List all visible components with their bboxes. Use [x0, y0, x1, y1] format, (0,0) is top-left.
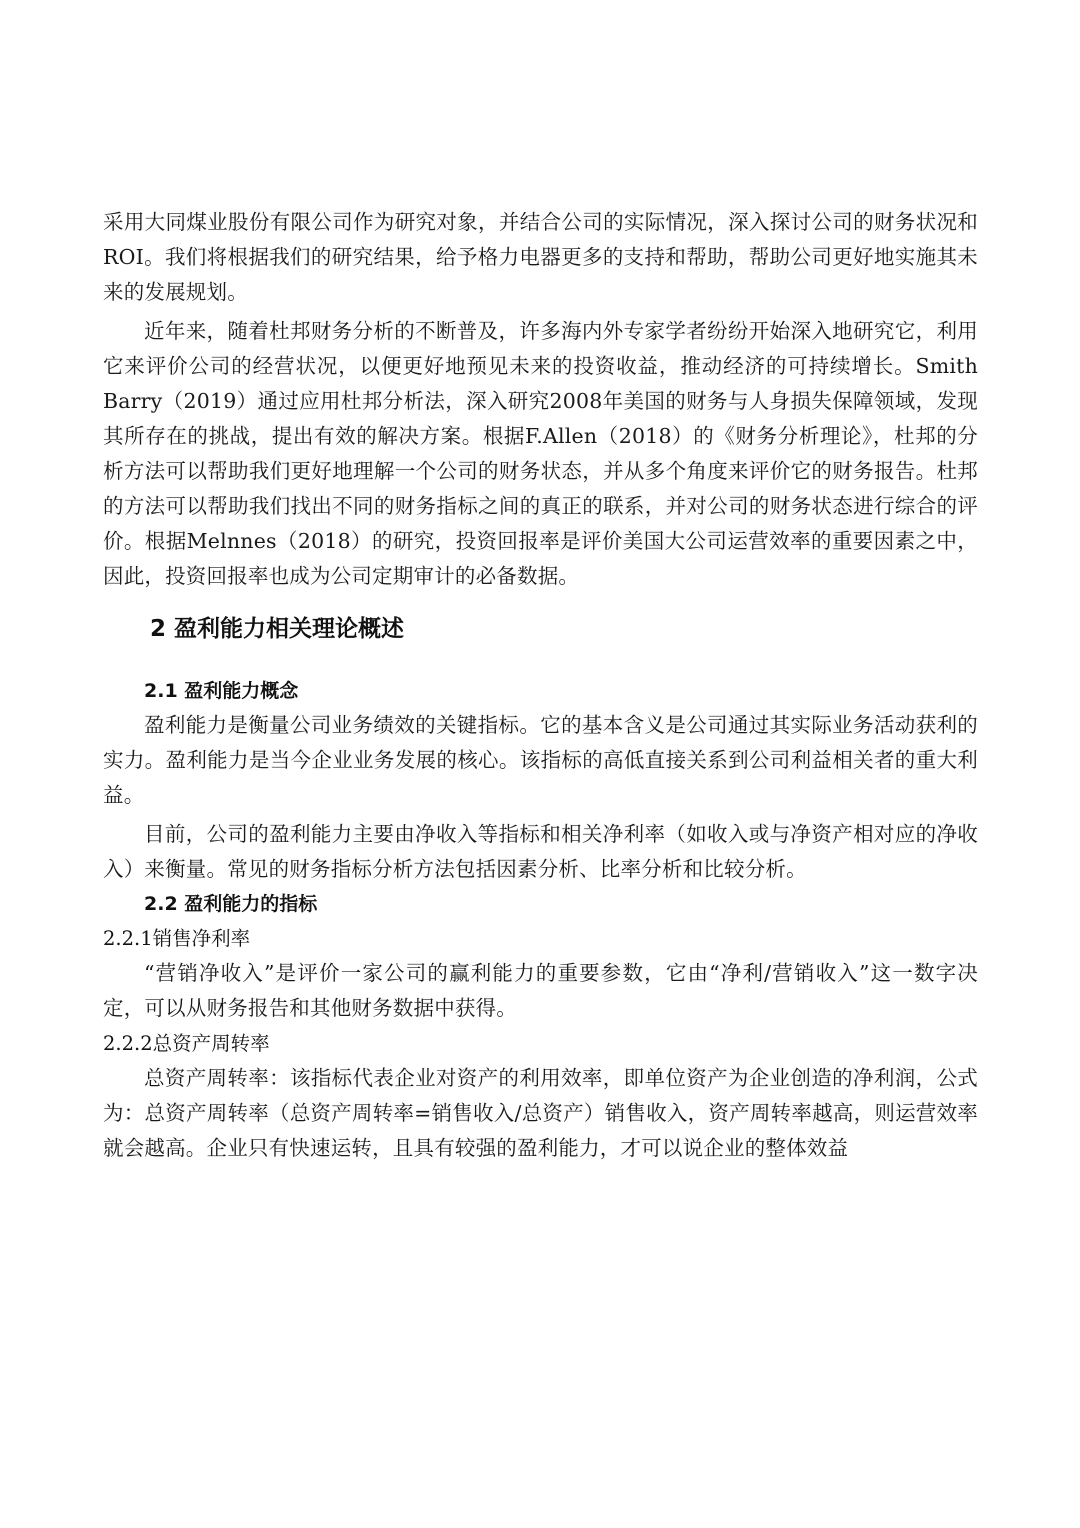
paragraph-profitability-concept: 盈利能力是衡量公司业务绩效的关键指标。它的基本含义是公司通过其实际业务活动获利的实力。盈利能力是当今企业业务发展的核心。该指标的高低直接关系到公司利益相关者的重大利益。	[103, 713, 978, 807]
subsection-heading-2-2: 2.2 盈利能力的指标	[144, 893, 318, 915]
paragraph-asset-turnover: 总资产周转率：该指标代表企业对资产的利用效率，即单位资产为企业创造的净利润，公式为：总资产周转率（总资产周转率=销售收入/总资产）销售收入，资产周转率越高，则运营效率就会越高。企业只有快速运转，且具有较强的盈利能力，才可以说企业的整体效益	[103, 1066, 978, 1160]
subsection-heading-2-2-2: 2.2.2总资产周转率	[103, 1032, 270, 1055]
section-heading-2: 2 盈利能力相关理论概述	[150, 616, 405, 642]
paragraph-net-profit-margin: “营销净收入”是评价一家公司的赢利能力的重要参数，它由“净利/营销收入”这一数字决定，可以从财务报告和其他财务数据中获得。	[103, 961, 978, 1020]
paragraph-intro-continuation: 采用大同煤业股份有限公司作为研究对象，并结合公司的实际情况，深入探讨公司的财务状况和ROI。我们将根据我们的研究结果，给予格力电器更多的支持和帮助，帮助公司更好地实施其未来的发展规划。	[103, 210, 978, 304]
paragraph-literature-review: 近年来，随着杜邦财务分析的不断普及，许多海内外专家学者纷纷开始深入地研究它，利用它来评价公司的经营状况，以便更好地预见未来的投资收益，推动经济的可持续增长。Smith Barry（2019）通过应用杜邦分析法，深入研究2008年美国的财务与人身损失保障领域，发现其所存在的挑战，提出有效的解决方案。根据F.Allen（2018）的《财务分析理论》，杜邦的分析方法可以帮助我们更好地理解一个公司的财务状态，并从多个角度来评价它的财务报告。杜邦的方法可以帮助我们找出不同的财务指标之间的真正的联系，并对公司的财务状态进行综合的评价。根据Melnnes（2018）的研究，投资回报率是评价美国大公司运营效率的重要因素之中，因此，投资回报率也成为公司定期审计的必备数据。	[103, 319, 978, 588]
paragraph-profitability-measures: 目前，公司的盈利能力主要由净收入等指标和相关净利率（如收入或与净资产相对应的净收入）来衡量。常见的财务指标分析方法包括因素分析、比率分析和比较分析。	[103, 822, 978, 881]
subsection-heading-2-2-1: 2.2.1销售净利率	[103, 927, 251, 950]
subsection-heading-2-1: 2.1 盈利能力概念	[144, 680, 299, 702]
document-page	[103, 205, 978, 1166]
